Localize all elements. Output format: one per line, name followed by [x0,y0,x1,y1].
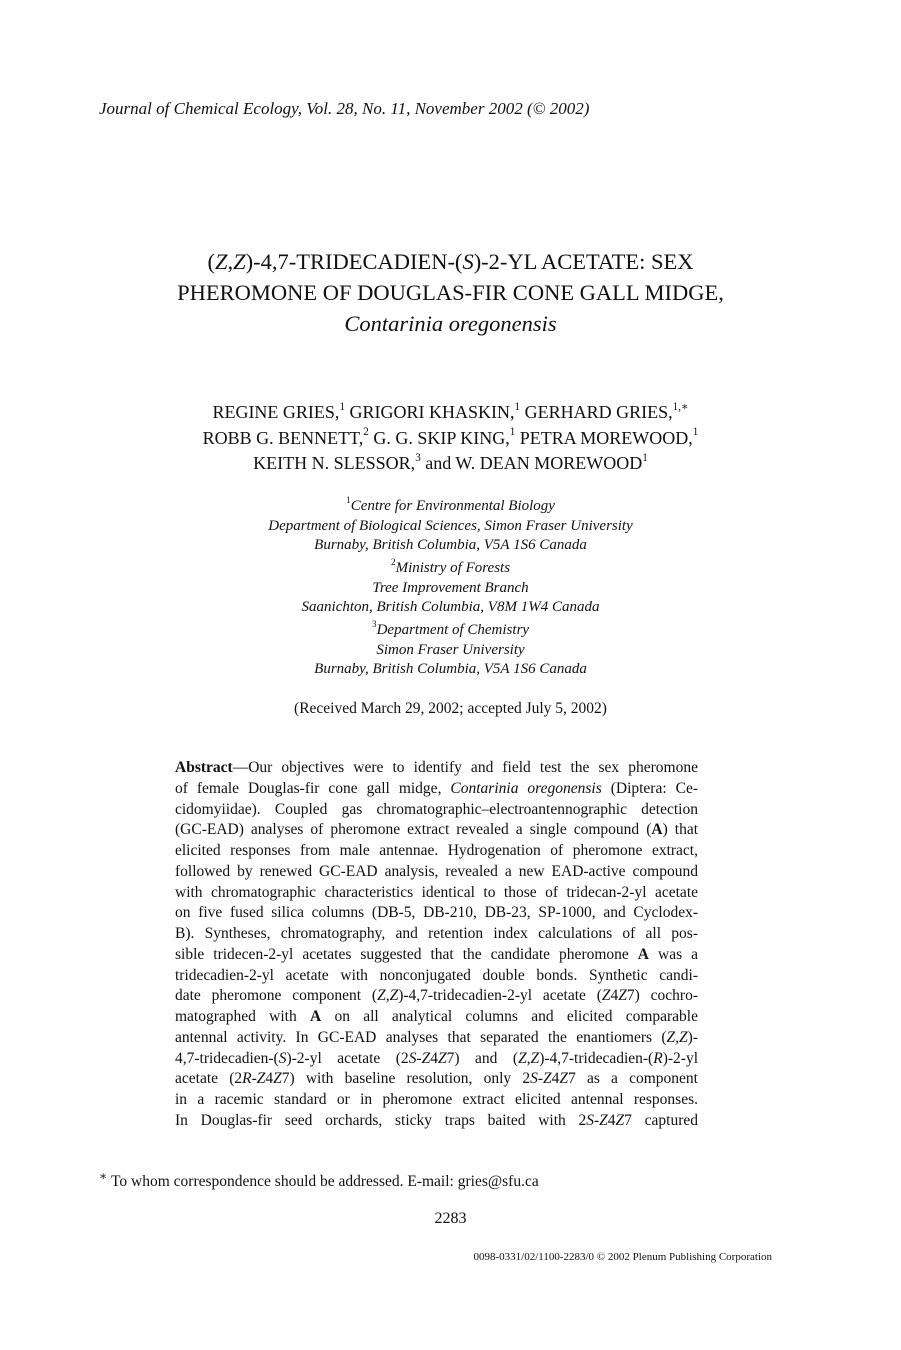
abstract-label: Abstract [175,759,233,776]
abstract-line: in a racemic standard or in pheromone extract elicited antennal responses. [175,1091,698,1108]
title-line-2: PHEROMONE OF DOUGLAS-FIR CONE GALL MIDGE, [177,280,724,305]
abstract-line: antennal activity. In GC-EAD analyses that separated the enantiomers (Z,Z)- [175,1028,698,1046]
author-line-3: KEITH N. SLESSOR,$^3$ and W. DEAN MOREWOOD$^1$ [253,451,648,473]
title-line-1: (Z,Z)-4,7-TRIDECADIEN-(S)-2-YL ACETATE: SEX [207,249,694,274]
abstract [175,758,698,1132]
title-species: Contarinia oregonensis [344,311,557,336]
author-line-2: ROBB G. BENNETT,$^2$ G. G. SKIP KING,$^1$ PETRA MOREWOOD,$^1$ [202,426,699,448]
author-line-1: REGINE GRIES,$^1$ GRIGORI KHASKIN,$^1$ GERHARD GRIES,$^{1,∗}$ [212,400,689,422]
abstract-line: followed by renewed GC-EAD analysis, revealed a new EAD-active compound [175,862,698,880]
abstract-line: (GC-EAD) analyses of pheromone extract revealed a single compound (A) that [175,821,699,839]
copyright-line: 0098-0331/02/1100-2283/0 © 2002 Plenum Publishing Corporation [473,1251,772,1263]
abstract-line: Abstract—Our objectives were to identify and field test the sex pheromone [175,759,698,776]
abstract-line: cidomyiidae). Coupled gas chromatographic–electroantennographic detection [175,800,698,818]
abstract-line: 4,7-tridecadien-(S)-2-yl acetate (2S-Z4Z7) and (Z,Z)-4,7-tridecadien-(R)-2-yl [175,1049,698,1067]
abstract-line: date pheromone component (Z,Z)-4,7-tridecadien-2-yl acetate (Z4Z7) cochro- [175,987,699,1005]
abstract-line: of female Douglas-fir cone gall midge, Contarinia oregonensis (Diptera: Ce- [175,779,698,797]
received-dates: (Received March 29, 2002; accepted July 5, 2002) [294,700,607,717]
author-list [60,400,841,477]
abstract-line: sible tridecen-2-yl acetates suggested that the candidate pheromone A was a [175,945,698,963]
affiliation-2: $^2$Ministry of Forests Tree Improvement Branch Saanichton, British Columbia, V8M 1W4 Canada [301,558,600,615]
abstract-line: on five fused silica columns (DB-5, DB-210, DB-23, SP-1000, and Cyclodex- [175,904,698,922]
affiliation-3: $^3$Department of Chemistry Simon Fraser University Burnaby, British Columbia, V5A 1S6 Canada [314,620,587,677]
abstract-line: B). Syntheses, chromatography, and retention index calculations of all pos- [175,925,698,942]
abstract-line: tridecadien-2-yl acetate with nonconjugated double bonds. Synthetic candi- [175,966,698,984]
abstract-line: with chromatographic characteristics identical to those of tridecan-2-yl acetate [175,883,698,901]
abstract-line: elicited responses from male antennae. Hydrogenation of pheromone extract, [175,842,698,859]
affiliation-1: $^1$Centre for Environmental Biology Department of Biological Sciences, Simon Fraser University Burnaby, British Columbia, V5A 1S6 Canada [268,496,633,553]
abstract-line: matographed with A on all analytical columns and elicited comparable [175,1008,698,1025]
correspondence-footnote: ∗ To whom correspondence should be addressed. E-mail: gries@sfu.ca [99,1168,539,1190]
page-number: 2283 [434,1210,467,1227]
abstract-line: In Douglas-fir seed orchards, sticky traps baited with 2S-Z4Z7 captured [175,1111,698,1129]
article-title [60,246,841,339]
abstract-line: acetate (2R-Z4Z7) with baseline resolution, only 2S-Z4Z7 as a component [175,1070,698,1088]
journal-citation: Journal of Chemical Ecology, Vol. 28, No. 11, November 2002 (© 2002) [99,99,590,118]
